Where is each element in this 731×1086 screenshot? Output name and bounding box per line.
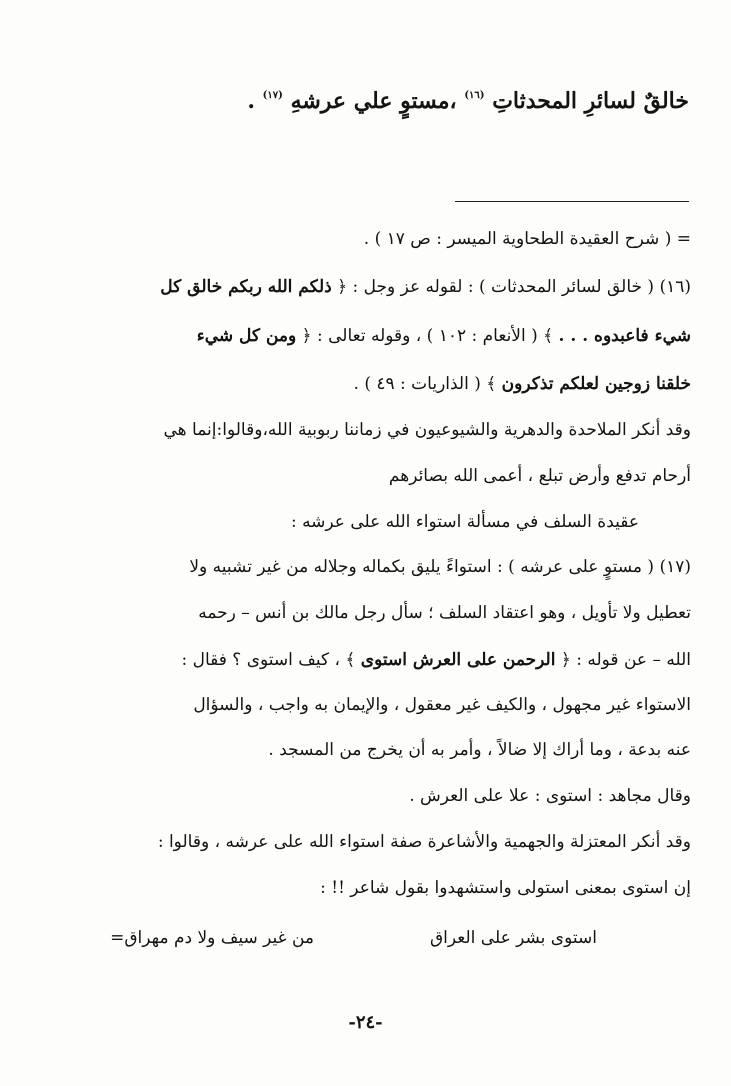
footnote-17-line-5: عنه بدعة ، وما أراك إلا ضالاً ، وأمر به أن يخرج من المسجد . [268,740,691,760]
footnote-16-line-2 [197,325,691,346]
main-text-line [247,88,689,114]
main-text-end: . [247,88,255,114]
footnote-17-line-3-plain-1: الله – عن قوله : ﴿ [560,650,691,670]
quran-quote-taha: الرحمن على العرش استوى [360,650,556,670]
footnote-17-line-7: وقد أنكر المعتزلة والجهمية والأشاعرة صفة استواء الله على عرشه ، وقالوا : [157,832,691,852]
footnote-17-line-3-plain-2: ﴾ ، كيف استوى ؟ فقال : [181,650,356,670]
verse-second-hemistich: من غير سيف ولا دم مهراق= [110,928,314,948]
footnote-16-line-2-plain: ﴾ ( الأنعام : ١٠٢ ) ، وقوله تعالى : ﴿ [301,326,554,346]
main-text-part1: خالقٌ لسائرِ المحدثاتِ [492,88,689,114]
footnote-17-line-3 [181,649,691,670]
main-text-part2: ،مستوٍ علي عرشهِ [290,88,457,114]
footnote-17-line-6: وقال مجاهد : استوى : علا على العرش . [409,786,691,806]
quran-quote-anam-part1: ذلكم الله ربكم خالق كل [160,277,332,297]
page-number: -٢٤- [348,1012,383,1033]
footnote-16-line-1-plain: (١٦) ( خالق لسائر المحدثات ) : لقوله عز وجل : ﴿ [337,277,691,297]
footnote-16-marker[interactable]: (١٦) [464,90,485,101]
footnote-17-line-1: (١٧) ( مستوٍ على عرشه ) : استواءً يليق بكماله وجلاله من غير تشبيه ولا [189,557,691,577]
verse-first-hemistich: استوى بشر على العراق [429,928,597,948]
footnote-16-line-1 [160,276,691,297]
footnote-continuation: = ( شرح العقيدة الطحاوية الميسر : ص ١٧ ) . [363,229,691,249]
salaf-creed-heading: عقيدة السلف في مسألة استواء الله على عرشه : [290,512,639,532]
footnote-17-line-8: إن استوى بمعنى استولى واستشهدوا بقول شاعر !! : [320,878,691,898]
footnote-16-line-3 [354,373,691,394]
footnote-separator-rule [455,201,689,202]
footnote-17-line-4: الاستواء غير مجهول ، والكيف غير معقول ، والإيمان به واجب ، والسؤال [193,695,691,715]
footnote-17-line-2: تعطيل ولا تأويل ، وهو اعتقاد السلف ؛ سأل رجل مالك بن أنس – رحمه [198,603,691,623]
footnote-16-line-3-plain: ﴾ ( الذاريات : ٤٩ ) . [353,374,497,394]
footnote-16-line-5: أرحام تدفع وأرض تبلع ، أعمى الله بصائرهم [388,466,691,486]
quran-quote-anam-part2: شيء فاعبدوه . . . [558,326,691,346]
footnote-17-marker[interactable]: (١٧) [262,90,283,101]
quran-quote-dhariyat-part1: ومن كل شيء [196,326,297,346]
footnote-16-line-4: وقد أنكر الملاحدة والدهرية والشيوعيون في زماننا ربوبية الله،وقالوا:إنما هي [163,420,691,440]
quran-quote-dhariyat-part2: خلقنا زوجين لعلكم تذكرون [501,374,691,394]
